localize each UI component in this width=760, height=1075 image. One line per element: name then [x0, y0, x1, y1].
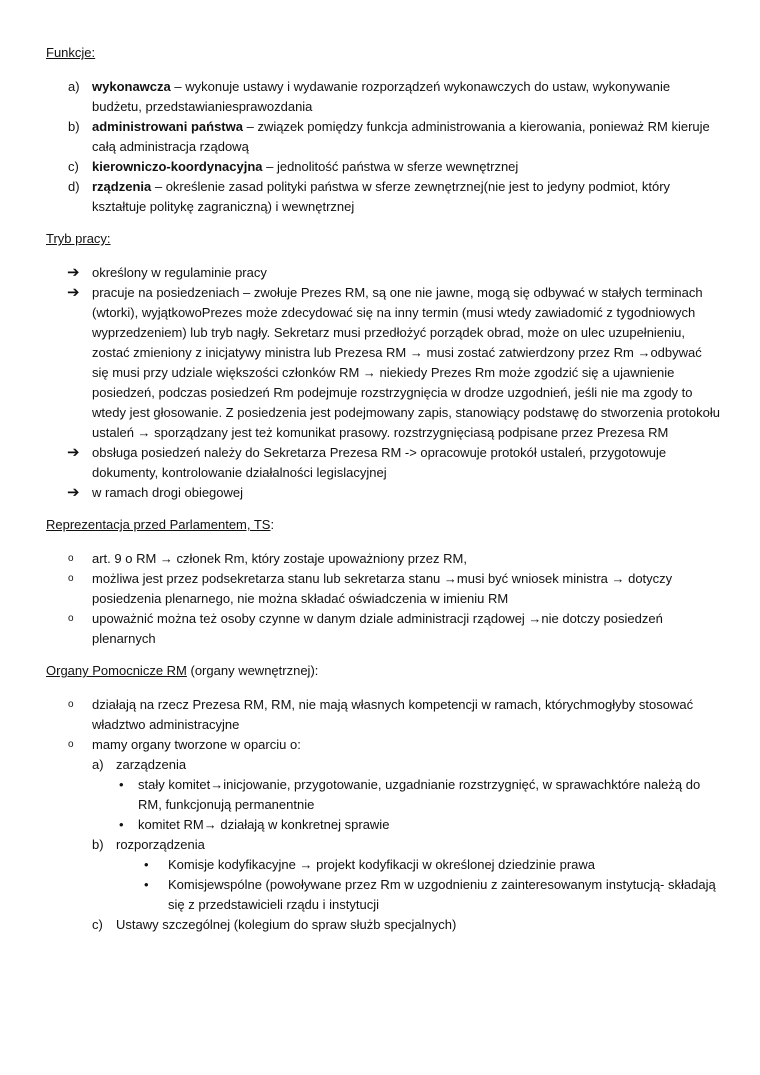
term: administrowani państwa	[92, 119, 243, 134]
sub-list-item	[46, 835, 720, 855]
circle-bullet-icon: o	[68, 739, 74, 750]
item-text: upoważnić można też osoby czynne w danym dziale administracji rządowej →nie dotczy posiedzeń plenarnych	[92, 611, 663, 646]
section-tryb-pracy	[46, 229, 720, 503]
list-marker: a)	[68, 79, 80, 94]
bullet-item	[46, 775, 720, 815]
list-item	[46, 177, 720, 217]
organy-list	[46, 695, 720, 935]
arrow-bullet-icon: ➔	[67, 484, 80, 501]
circle-bullet-icon: o	[68, 613, 74, 624]
section-funkcje	[46, 43, 720, 217]
list-item	[46, 483, 720, 503]
tryb-list	[46, 263, 720, 503]
circle-bullet-icon: o	[68, 699, 74, 710]
heading-reprezentacja-tail: :	[270, 517, 275, 532]
bullet-text: Komisje kodyfikacyjne → projekt kodyfikacji w określonej dziedzinie prawa	[168, 857, 596, 872]
item-text: – określenie zasad polityki państwa w sferze zewnętrznej(nie jest to jedyny podmiot, który kształtuje politykę zagraniczną) i wewnętrznej	[92, 179, 671, 214]
sub-list-item	[46, 915, 720, 935]
item-text: obsługa posiedzeń należy do Sekretarza Prezesa RM -> opracowuje protokół ustaleń, przygotowuje dokumenty, kontrolowanie działalności legislacyjnej	[92, 445, 667, 480]
arrow-bullet-icon: ➔	[67, 264, 80, 281]
item-text: – wykonuje ustawy i wydawanie rozporządzeń wykonawczych do ustaw, wykonywanie budżetu, przedstawianiesprawozdania	[92, 79, 671, 114]
heading-reprezentacja	[46, 515, 720, 535]
sub-list-item	[46, 755, 720, 775]
item-text: określony w regulaminie pracy	[92, 265, 267, 280]
list-marker: b)	[68, 119, 80, 134]
bullet-icon: •	[144, 857, 149, 872]
sub-item-label: zarządzenia	[116, 757, 187, 772]
item-text: art. 9 o RM → członek Rm, który zostaje upoważniony przez RM,	[92, 551, 467, 566]
section-reprezentacja	[46, 515, 720, 649]
list-item	[46, 549, 720, 569]
item-text: mamy organy tworzone w oparciu o:	[92, 737, 301, 752]
item-text: działają na rzecz Prezesa RM, RM, nie mają własnych kompetencji w ramach, którychmogłyby stosować władztwo administracyjne	[92, 697, 694, 732]
list-item	[46, 609, 720, 649]
item-text: w ramach drogi obiegowej	[92, 485, 244, 500]
sub-list-marker: b)	[92, 837, 104, 852]
sub-list-marker: c)	[92, 917, 103, 932]
heading-organy-tail: (organy wewnętrznej):	[186, 663, 319, 678]
term: wykonawcza	[92, 79, 171, 94]
circle-bullet-icon: o	[68, 573, 74, 584]
list-item	[46, 695, 720, 735]
item-text: – związek pomiędzy funkcja administrowania a kierowania, ponieważ RM kieruje całą administracja rządową	[92, 119, 710, 154]
term: kierowniczo-koordynacyjna	[92, 159, 263, 174]
reprezentacja-list	[46, 549, 720, 649]
term: rządzenia	[92, 179, 152, 194]
list-item	[46, 283, 720, 443]
heading-reprezentacja-underlined: Reprezentacja przed Parlamentem, TS	[46, 517, 271, 532]
heading-organy-underlined: Organy Pomocnicze RM	[46, 663, 187, 678]
bullet-text: stały komitet→inicjowanie, przygotowanie, uzgadnianie rozstrzygnięć, w sprawachktóre należą do RM, funkcjonują permanentnie	[138, 777, 701, 812]
bullet-item	[46, 815, 720, 835]
bullet-icon: •	[119, 777, 124, 792]
list-item	[46, 117, 720, 157]
list-item	[46, 263, 720, 283]
item-text: możliwa jest przez podsekretarza stanu lub sekretarza stanu →musi być wniosek ministra → dotyczy posiedzenia plenarnego, nie można składać oświadczenia w imieniu RM	[92, 571, 673, 606]
list-marker: c)	[68, 159, 79, 174]
heading-organy	[46, 661, 720, 681]
heading-tryb-pracy: Tryb pracy:	[46, 231, 111, 246]
item-text: – jednolitość państwa w sferze wewnętrznej	[262, 159, 519, 174]
bullet-text: Komisjewspólne (powoływane przez Rm w uzgodnieniu z zainteresowanym instytucją- składają się z przedstawicieli rządu i instytucji	[168, 877, 716, 912]
bullet-icon: •	[119, 817, 124, 832]
sub-item-label: Ustawy szczególnej (kolegium do spraw służb specjalnych)	[116, 917, 457, 932]
list-item	[46, 569, 720, 609]
list-item	[46, 77, 720, 117]
item-text: pracuje na posiedzeniach – zwołuje Prezes RM, są one nie jawne, mogą się odbywać w stałych terminach (wtorki), wyjątkowoPrezes może zdecydować się na inny termin (musi wtedy zawiadomić z tygodniowych wyprzedzeniem) lub tryb nagły. Sekretarz musi przedłożyć porządek obrad, może on ulec uzupełnieniu, zostać zmieniony z inicjatywy ministra lub Prezesa RM → musi zostać zatwierdzony przez Rm →odbywać się musi przy udziale większości członków RM → niekiedy Prezes Rm może zgodzić się a ujawnienie posiedzeń, podczas posiedzeń Rm podejmuje rozstrzygnięcia w drodze uzgodnień, jeśli nie ma zgody to wtedy jest głosowanie. Z posiedzenia jest podejmowany zapis, stanowiący podstawę do stworzenia protokołu ustaleń → sporządzany jest też komunikat prasowy. rozstrzygnięciasą podpisane przez Prezesa RM	[92, 285, 720, 440]
list-item	[46, 443, 720, 483]
arrow-bullet-icon: ➔	[67, 444, 80, 461]
section-organy-pomocnicze	[46, 661, 720, 935]
list-item	[46, 157, 720, 177]
bullet-item	[46, 875, 720, 915]
bullet-text: komitet RM→ działają w konkretnej sprawie	[138, 817, 390, 832]
heading-funkcje: Funkcje:	[46, 45, 96, 60]
bullet-item	[46, 855, 720, 875]
arrow-bullet-icon: ➔	[67, 284, 80, 301]
funkcje-list	[46, 77, 720, 217]
list-marker: d)	[68, 179, 80, 194]
list-item	[46, 735, 720, 755]
circle-bullet-icon: o	[68, 553, 74, 564]
sub-list-marker: a)	[92, 757, 104, 772]
bullet-icon: •	[144, 877, 149, 892]
sub-item-label: rozporządzenia	[116, 837, 205, 852]
